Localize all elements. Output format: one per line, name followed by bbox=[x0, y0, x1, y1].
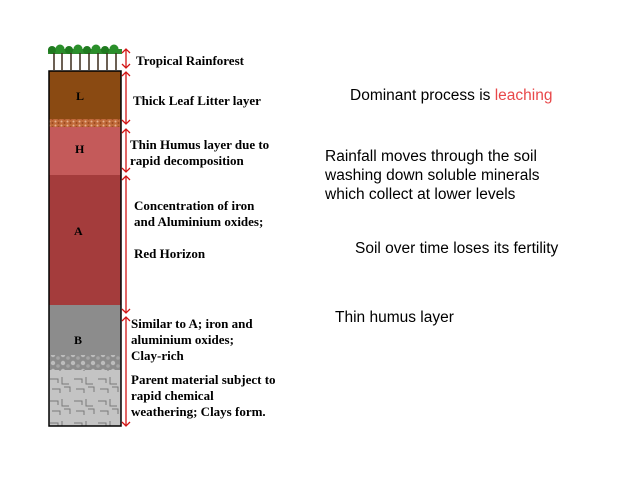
soil-column bbox=[49, 71, 121, 426]
layer-arrows bbox=[122, 49, 130, 426]
parent-material-layer bbox=[49, 370, 121, 426]
note-rainfall: Rainfall moves through the soil washing down soluble minerals which collect at lower levels bbox=[325, 148, 540, 203]
arrow-b-horizon bbox=[122, 317, 130, 426]
layer-letter-a: A bbox=[74, 224, 83, 238]
arrow-a-horizon bbox=[122, 176, 130, 313]
layer-letter-b: B bbox=[74, 333, 83, 347]
leaf-litter-layer bbox=[49, 71, 121, 126]
label-red-horizon: Red Horizon bbox=[134, 246, 206, 261]
leaching-keyword: leaching bbox=[494, 87, 553, 104]
label-humus: Thin Humus layer due to rapid decomposition bbox=[130, 137, 270, 168]
label-tropical-rainforest: Tropical Rainforest bbox=[136, 53, 244, 68]
note-dominant-process: Dominant process is leaching bbox=[350, 87, 553, 104]
label-a-horizon: Concentration of iron and Aluminium oxides; bbox=[134, 198, 264, 229]
label-b-horizon: Similar to A; iron and aluminium oxides; Clay-rich bbox=[131, 316, 253, 363]
label-parent-material: Parent material subject to rapid chemical weathering; Clays form. bbox=[131, 372, 276, 419]
arrow-tropical bbox=[122, 49, 130, 68]
note-fertility: Soil over time loses its fertility bbox=[355, 240, 559, 257]
b-horizon-layer bbox=[49, 305, 121, 363]
arrow-litter bbox=[122, 72, 130, 124]
note-thin-humus: Thin humus layer bbox=[335, 309, 454, 326]
a-horizon-layer bbox=[49, 175, 121, 305]
arrow-humus bbox=[122, 129, 130, 172]
trees-icon bbox=[48, 45, 122, 71]
layer-letter-l: L bbox=[76, 89, 85, 103]
humus-layer bbox=[49, 127, 121, 175]
layer-letter-h: H bbox=[75, 142, 85, 156]
label-leaf-litter: Thick Leaf Litter layer bbox=[133, 93, 261, 108]
